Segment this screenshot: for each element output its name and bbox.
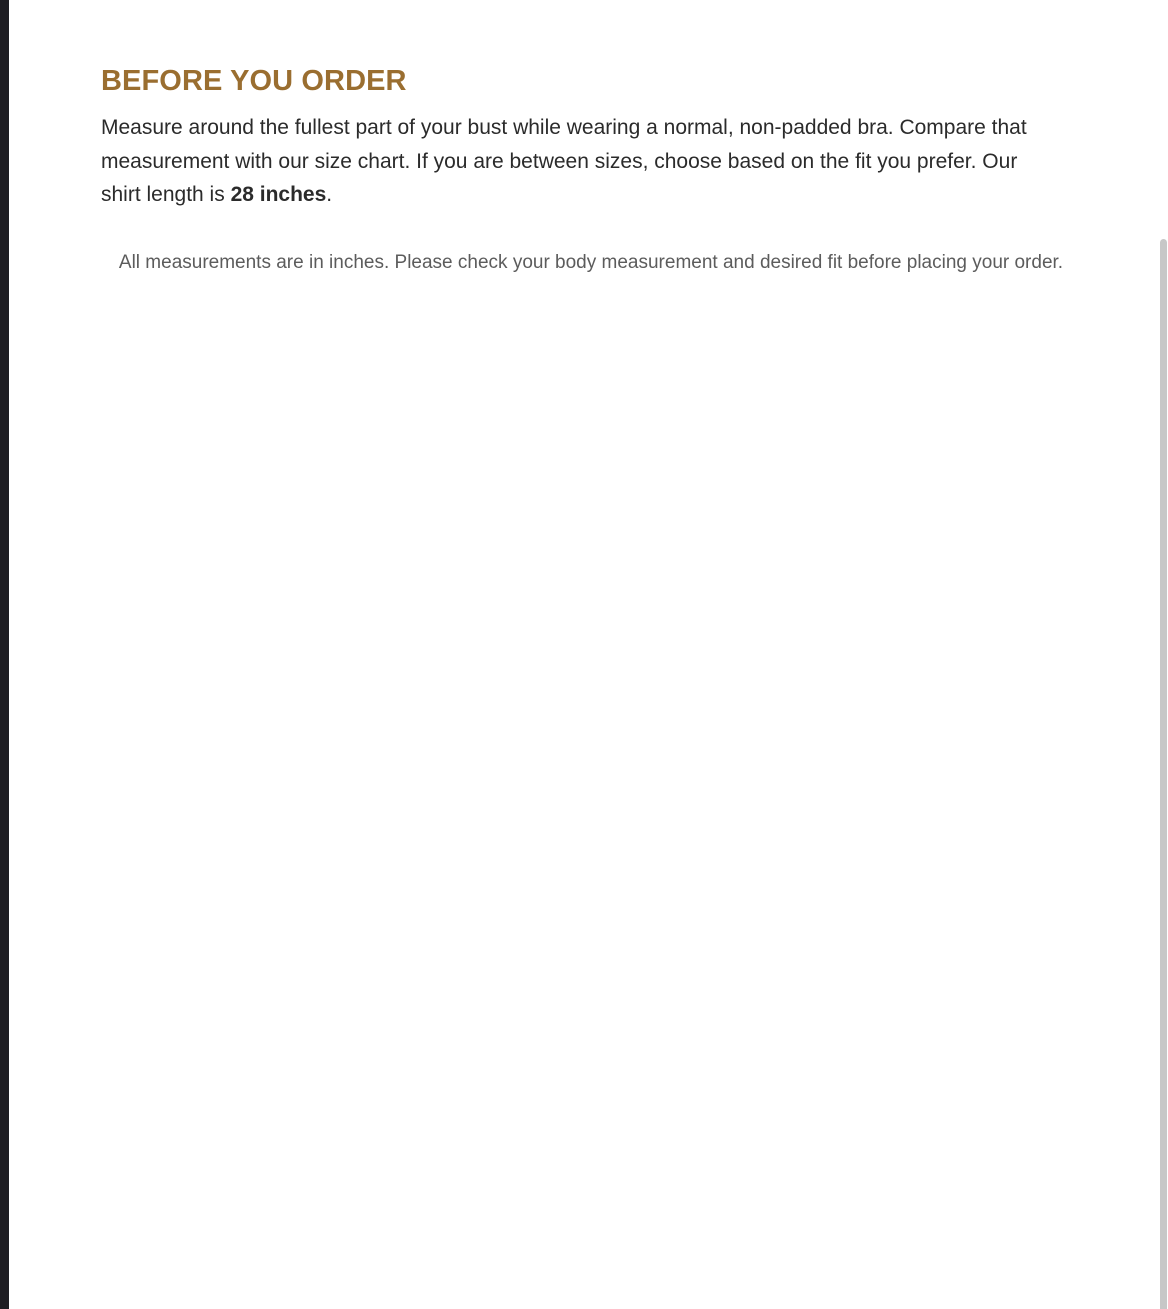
measuring-instructions: [101, 111, 1061, 212]
vertical-scrollbar[interactable]: [1159, 0, 1168, 1309]
page-content-area: [9, 0, 1168, 1309]
section-heading: BEFORE YOU ORDER: [101, 65, 407, 97]
scrollbar-thumb[interactable]: [1160, 239, 1167, 1309]
measurement-note: All measurements are in inches. Please check your body measurement and desired fit before placing your order.: [118, 251, 1064, 273]
shirt-length-value: 28 inches: [230, 183, 327, 206]
before-you-order-section: [101, 62, 1081, 277]
instructions-text: Measure around the fullest part of your bust while wearing a normal, non-padded bra. Compare that measurement with our size chart. If you are between sizes, choose based on the fit you prefer. Our shirt length is: [101, 116, 1027, 206]
instructions-end: .: [326, 183, 333, 206]
